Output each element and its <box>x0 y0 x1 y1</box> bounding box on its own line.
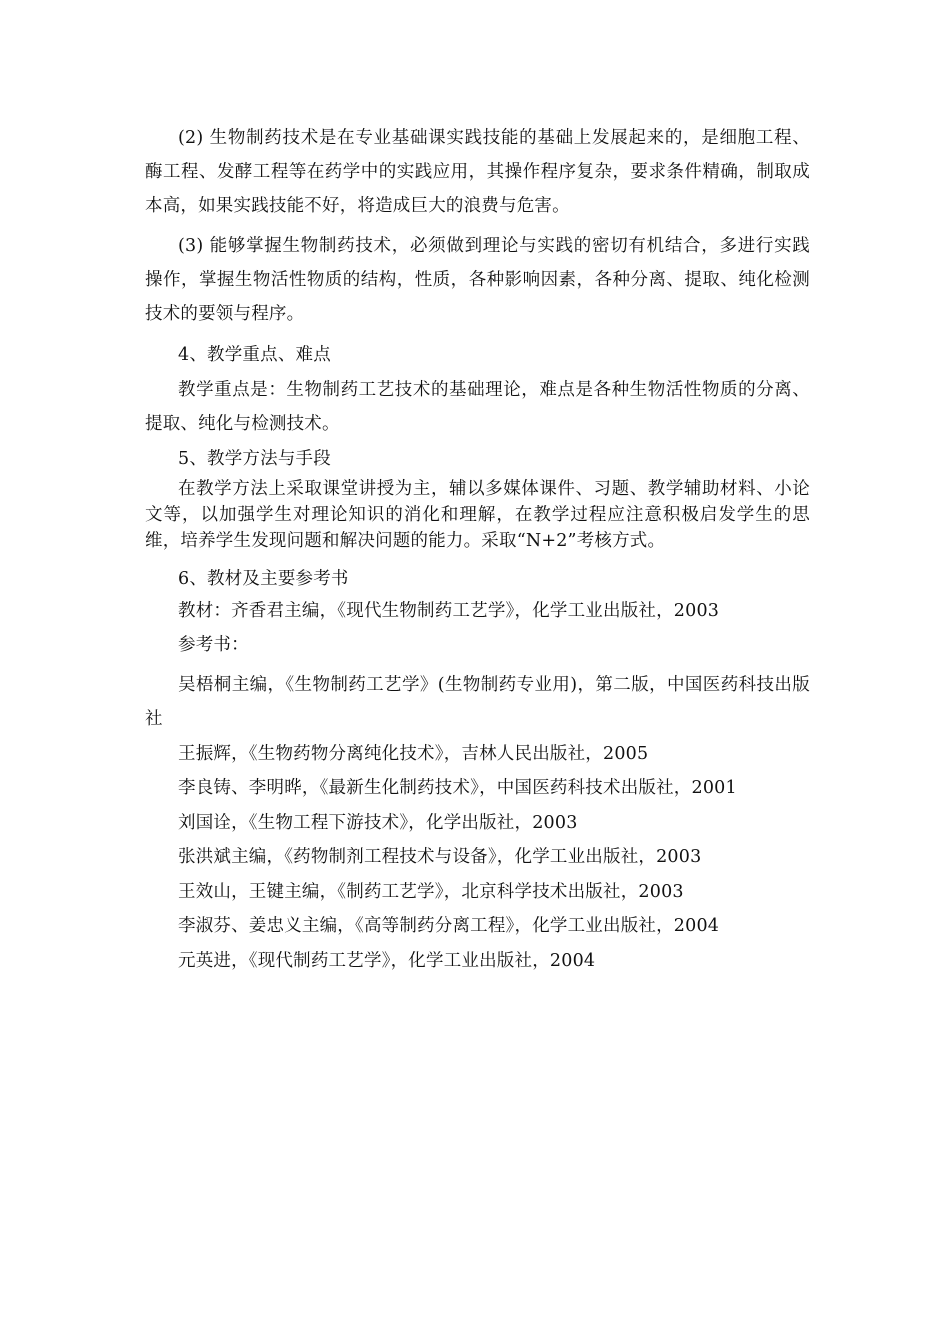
section-heading-4: 4、教学重点、难点 <box>178 345 331 365</box>
section-heading-5: 5、教学方法与手段 <box>178 449 331 469</box>
section-heading-6: 6、教材及主要参考书 <box>178 569 349 589</box>
paragraph-teaching-methods: 在教学方法上采取课堂讲授为主，辅以多媒体课件、习题、教学辅助材料、小论文等，以加强学生对理论知识的消化和理解，在教学过程应注意积极启发学生的思维，培养学生发现问题和解决问题的能力。采取“N+2”考核方式。 <box>145 479 810 551</box>
reference-item-7: 李淑芬、姜忠义主编，《高等制药分离工程》，化学工业出版社，2004 <box>178 916 720 936</box>
reference-item-8: 元英进，《现代制药工艺学》，化学工业出版社，2004 <box>178 951 596 971</box>
reference-item-2: 王振辉，《生物药物分离纯化技术》，吉林人民出版社，2005 <box>178 744 649 764</box>
reference-item-6: 王效山，王键主编，《制药工艺学》，北京科学技术出版社，2003 <box>178 882 684 902</box>
paragraph-item-3: (3) 能够掌握生物制药技术，必须做到理论与实践的密切有机结合，多进行实践操作，掌握生物活性物质的结构，性质，各种影响因素，各种分离、提取、纯化检测技术的要领与程序。 <box>145 236 810 324</box>
reference-books-label: 参考书： <box>178 635 249 655</box>
reference-item-4: 刘国诠，《生物工程下游技术》，化学出版社，2003 <box>178 813 578 833</box>
reference-item-1: 吴梧桐主编，《生物制药工艺学》(生物制药专业用)，第二版，中国医药科技出版社 <box>145 675 810 729</box>
paragraph-item-2: (2) 生物制药技术是在专业基础课实践技能的基础上发展起来的，是细胞工程、酶工程、发酵工程等在药学中的实践应用，其操作程序复杂，要求条件精确，制取成本高，如果实践技能不好，将造成巨大的浪费与危害。 <box>145 128 810 216</box>
reference-item-3: 李良铸、李明晔，《最新生化制药技术》，中国医药科技术出版社，2001 <box>178 778 737 798</box>
paragraph-key-points: 教学重点是：生物制药工艺技术的基础理论，难点是各种生物活性物质的分离、提取、纯化与检测技术。 <box>145 380 810 434</box>
reference-item-5: 张洪斌主编，《药物制剂工程技术与设备》，化学工业出版社，2003 <box>178 847 702 867</box>
textbook-line: 教材：齐香君主编，《现代生物制药工艺学》，化学工业出版社，2003 <box>178 601 720 621</box>
